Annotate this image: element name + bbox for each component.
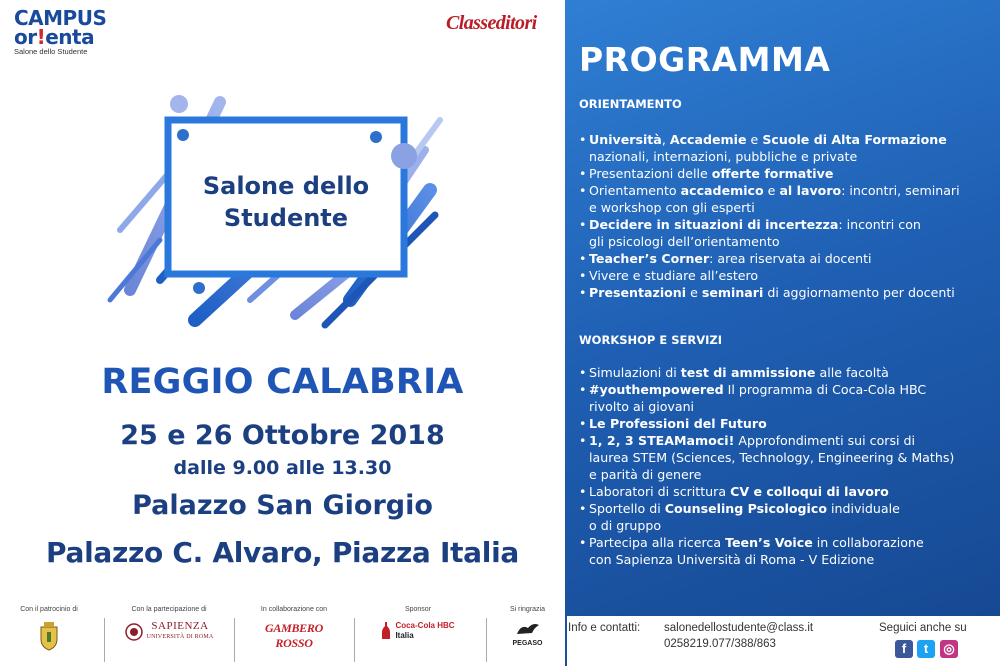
workshop-continuation: e parità di genere bbox=[589, 467, 702, 482]
orientamento-text: Decidere in situazioni di incertezza bbox=[589, 217, 839, 232]
workshop-continuation: con Sapienza Università di Roma - V Edizione bbox=[589, 552, 875, 567]
coca-sub: Italia bbox=[395, 631, 414, 640]
contact-email[interactable]: salonedellostudente@class.it bbox=[664, 622, 814, 634]
orientamento-text: Accademie bbox=[669, 132, 747, 147]
orientamento-text: Vivere e studiare all’estero bbox=[589, 268, 759, 283]
workshop-item bbox=[577, 500, 997, 534]
dot-decoration bbox=[193, 282, 205, 294]
coca-name: Coca-Cola HBC bbox=[395, 621, 455, 630]
event-dates: 25 e 26 Ottobre 2018 bbox=[120, 420, 445, 451]
coca-cola-logo bbox=[368, 621, 468, 641]
crest-icon bbox=[14, 621, 84, 655]
facebook-icon[interactable]: f bbox=[895, 640, 913, 658]
workshop-item bbox=[577, 415, 997, 432]
footer-caption: Con il patrocinio di bbox=[20, 606, 78, 613]
orientamento-continuation: nazionali, internazioni, pubbliche e private bbox=[589, 149, 858, 164]
sapienza-text bbox=[147, 621, 214, 643]
workshop-continuation: rivolto ai giovani bbox=[589, 399, 695, 414]
instagram-icon[interactable]: ◎ bbox=[940, 640, 958, 658]
event-hours: dalle 9.00 alle 13.30 bbox=[173, 457, 392, 479]
footer-patrocinio bbox=[14, 606, 84, 664]
gambero-rosso-logo: GAMBERO ROSSO bbox=[265, 621, 323, 650]
salone-title-line2: Studente bbox=[223, 204, 349, 232]
workshop-continuation: o di gruppo bbox=[589, 518, 662, 533]
footer-caption: Con la partecipazione di bbox=[131, 606, 207, 613]
footer-divider bbox=[486, 618, 487, 662]
workshop-header: WORKSHOP E SERVIZI bbox=[579, 333, 722, 347]
orientamento-continuation: e workshop con gli esperti bbox=[589, 200, 755, 215]
logo-bang: ! bbox=[36, 25, 46, 49]
orientamento-text: e bbox=[763, 183, 780, 198]
orientamento-text: : incontri con bbox=[838, 217, 921, 232]
logo-line2c: enta bbox=[45, 25, 95, 49]
contacts-bar bbox=[567, 616, 1000, 666]
sapienza-sub: UNIVERSITÀ DI ROMA bbox=[146, 634, 214, 640]
dot-decoration bbox=[370, 131, 382, 143]
workshop-text: individuale bbox=[826, 501, 900, 516]
workshop-item bbox=[577, 534, 997, 568]
footer-caption: In collaborazione con bbox=[260, 606, 328, 613]
orientamento-text: accademico bbox=[680, 183, 764, 198]
workshop-item bbox=[577, 483, 997, 500]
orientamento-text: , bbox=[661, 132, 670, 147]
pegaso-text: PEGASO bbox=[512, 640, 543, 647]
orientamento-text: Università bbox=[589, 132, 662, 147]
workshop-text: Simulazioni di bbox=[589, 365, 681, 380]
workshop-text: Counseling Psicologico bbox=[664, 501, 827, 516]
orientamento-text: offerte formative bbox=[711, 166, 834, 181]
orientamento-item bbox=[577, 165, 997, 182]
workshop-text: Laboratori di scrittura bbox=[589, 484, 731, 499]
orientamento-continuation: gli psicologi dell’orientamento bbox=[589, 234, 780, 249]
workshop-text: Sportello di bbox=[589, 501, 665, 516]
orientamento-item bbox=[577, 216, 997, 250]
coca-text bbox=[395, 621, 454, 641]
event-venue-1: Palazzo San Giorgio bbox=[132, 490, 433, 521]
logo-line1: CAMPUS bbox=[14, 6, 107, 30]
orientamento-text: di aggiornamento per docenti bbox=[763, 285, 955, 300]
event-venue-2: Palazzo C. Alvaro, Piazza Italia bbox=[46, 536, 519, 569]
sapienza-seal-icon bbox=[125, 623, 143, 641]
workshop-text: Approfondimenti sui corsi di bbox=[734, 433, 916, 448]
logo-tagline: Salone dello Studente bbox=[14, 47, 88, 56]
orientamento-item bbox=[577, 182, 997, 216]
programma-panel bbox=[565, 0, 1000, 666]
event-city: REGGIO CALABRIA bbox=[101, 362, 464, 402]
orientamento-header: ORIENTAMENTO bbox=[579, 97, 682, 111]
orientamento-text: e bbox=[686, 285, 702, 300]
logo-line2 bbox=[14, 25, 106, 49]
programma-title: PROGRAMMA bbox=[579, 40, 831, 79]
orientamento-text: Presentazioni delle bbox=[589, 166, 712, 181]
sapienza-name: SAPIENZA bbox=[151, 620, 209, 632]
follow-label: Seguici anche su bbox=[879, 622, 967, 634]
footer-caption: Si ringrazia bbox=[509, 606, 545, 613]
contact-phone[interactable]: 0258219.077/388/863 bbox=[664, 638, 776, 650]
workshop-text: Il programma di Coca-Cola HBC bbox=[723, 382, 927, 397]
orientamento-text: : area riservata ai docenti bbox=[709, 251, 872, 266]
workshop-list bbox=[577, 364, 997, 568]
footer-divider bbox=[354, 618, 355, 662]
orientamento-text: al lavoro bbox=[779, 183, 842, 198]
workshop-text: alle facoltà bbox=[815, 365, 889, 380]
classeditori-logo: Classeditori bbox=[446, 12, 537, 34]
orientamento-text: : incontri, seminari bbox=[841, 183, 960, 198]
orientamento-text: e bbox=[746, 132, 763, 147]
campus-orienta-logo bbox=[14, 8, 106, 56]
workshop-text: test di ammissione bbox=[680, 365, 816, 380]
contacts-label: Info e contatti: bbox=[568, 622, 641, 634]
workshop-text: CV e colloqui di lavoro bbox=[730, 484, 889, 499]
dot-decoration bbox=[170, 95, 188, 113]
orientamento-text: seminari bbox=[701, 285, 764, 300]
workshop-item bbox=[577, 364, 997, 381]
orientamento-text: Presentazioni bbox=[589, 285, 687, 300]
salone-title-line1: Salone dello bbox=[202, 172, 370, 200]
logo-line2a: or bbox=[14, 25, 37, 49]
footer-sponsor bbox=[368, 606, 468, 664]
orientamento-item bbox=[577, 131, 997, 165]
orientamento-item bbox=[577, 250, 997, 267]
workshop-text: Le Professioni del Futuro bbox=[589, 416, 767, 431]
twitter-icon[interactable]: t bbox=[917, 640, 935, 658]
dot-decoration bbox=[177, 129, 189, 141]
workshop-text: Teen’s Voice bbox=[725, 535, 813, 550]
bottle-icon bbox=[381, 622, 391, 640]
workshop-item bbox=[577, 381, 997, 415]
dot-decoration bbox=[391, 143, 417, 169]
workshop-text: 1, 2, 3 STEAMamoci! bbox=[589, 433, 735, 448]
footer-divider bbox=[234, 618, 235, 662]
orientamento-text: Orientamento bbox=[589, 183, 681, 198]
footer-divider bbox=[104, 618, 105, 662]
footer-collaborazione bbox=[254, 606, 334, 664]
salone-title bbox=[166, 170, 406, 234]
pegasus-icon bbox=[515, 622, 541, 636]
workshop-text: in collaborazione bbox=[812, 535, 924, 550]
orientamento-item bbox=[577, 267, 997, 284]
pegaso-logo bbox=[500, 621, 555, 647]
workshop-continuation: laurea STEM (Sciences, Technology, Engineering & Maths) bbox=[589, 450, 955, 465]
workshop-text: Partecipa alla ricerca bbox=[589, 535, 726, 550]
orientamento-list bbox=[577, 131, 997, 301]
workshop-text: #youthempowered bbox=[589, 382, 724, 397]
orientamento-text: Scuole di Alta Formazione bbox=[762, 132, 947, 147]
orientamento-item bbox=[577, 284, 997, 301]
footer-caption: Sponsor bbox=[404, 606, 432, 613]
footer-partecipazione bbox=[124, 606, 214, 664]
footer-ringrazia bbox=[500, 606, 555, 664]
workshop-item bbox=[577, 432, 997, 483]
orientamento-text: Teacher’s Corner bbox=[589, 251, 710, 266]
sapienza-logo bbox=[124, 621, 214, 643]
